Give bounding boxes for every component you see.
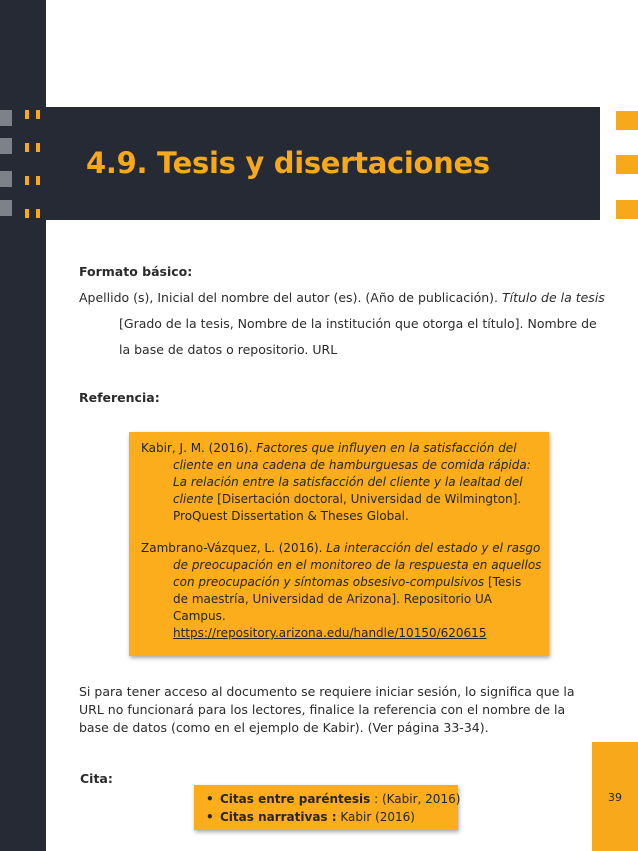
orange-dash-decoration [25,176,29,185]
ref2-line-5: Campus. [173,609,226,623]
ref1-author: Kabir, J. M. (2016). [141,441,257,455]
format-line-1-text: Apellido (s), Inicial del nombre del autor (es). (Año de publicación). [79,290,502,305]
cita-item-label: Citas entre paréntesis [220,792,371,806]
ref2-title-start: La interacción del estado y el rasgo [326,541,541,555]
ref1-line-2: cliente en una cadena de hamburguesas de comida rápida: [173,458,531,472]
cita-item-value: Kabir (2016) [336,810,415,824]
orange-dash-decoration [36,143,40,152]
cita-item-label: Citas narrativas : [220,810,337,824]
gray-square-decoration [0,200,12,216]
format-line-1-italic: Título de la tesis [501,290,605,305]
orange-square-decoration [616,111,638,130]
orange-square-decoration [616,200,638,219]
ref2-line-4: de maestría, Universidad de Arizona]. Repositorio UA [173,592,492,606]
format-line-1 [79,290,605,306]
note-line-3: base de datos (como en el ejemplo de Kabir). (Ver página 33-34). [79,720,489,735]
orange-dash-decoration [36,209,40,218]
ref1-degree: [Disertación doctoral, Universidad de Wilmington]. [213,492,522,506]
gray-square-decoration [0,171,12,187]
ref2-line-1 [141,540,540,557]
gray-square-decoration [0,138,12,154]
ref1-line-1 [141,440,517,457]
left-sidebar-bar [0,0,46,851]
ref1-title-end: cliente [173,492,214,506]
orange-square-decoration [616,155,638,174]
ref2-title-end: con preocupación y síntomas obsesivo-compulsivos [173,575,485,589]
bullet-icon: • [206,792,214,806]
bullet-icon: • [206,810,214,824]
orange-dash-decoration [25,209,29,218]
reference-heading: Referencia: [79,390,160,405]
orange-dash-decoration [36,110,40,119]
ref2-url-link[interactable]: https://repository.arizona.edu/handle/10150/620615 [173,626,487,640]
cita-item-parentheses [206,790,460,808]
ref2-line-2: de preocupación en el monitoreo de la respuesta en aquellos [173,558,542,572]
cita-item-value: : (Kabir, 2016) [370,792,461,806]
orange-dash-decoration [25,110,29,119]
format-heading: Formato básico: [79,264,193,279]
ref1-line-4 [173,491,521,508]
gray-square-decoration [0,110,12,126]
page-title: 4.9. Tesis y disertaciones [86,146,490,180]
page-number: 39 [608,791,622,804]
reference-examples-box [129,432,549,656]
cita-heading: Cita: [80,771,113,786]
format-line-3: la base de datos o repositorio. URL [119,342,338,357]
orange-dash-decoration [25,143,29,152]
ref2-line-3 [173,574,521,591]
cita-item-narrative [206,808,415,826]
citation-types-box [194,785,461,830]
ref1-title-start: Factores que influyen en la satisfacción del [256,441,517,455]
ref1-line-3: La relación entre la satisfacción del cliente y la lealtad del [173,475,523,489]
format-line-2: [Grado de la tesis, Nombre de la institución que otorga el título]. Nombre de [119,316,597,331]
ref1-line-5: ProQuest Dissertation & Theses Global. [173,509,409,523]
ref2-degree-start: [Tesis [484,575,522,589]
orange-dash-decoration [36,176,40,185]
ref2-author: Zambrano-Vázquez, L. (2016). [141,541,327,555]
note-line-2: URL no funcionará para los lectores, finalice la referencia con el nombre de la [79,702,566,717]
note-line-1: Si para tener acceso al documento se requiere iniciar sesión, lo significa que la [79,684,575,699]
